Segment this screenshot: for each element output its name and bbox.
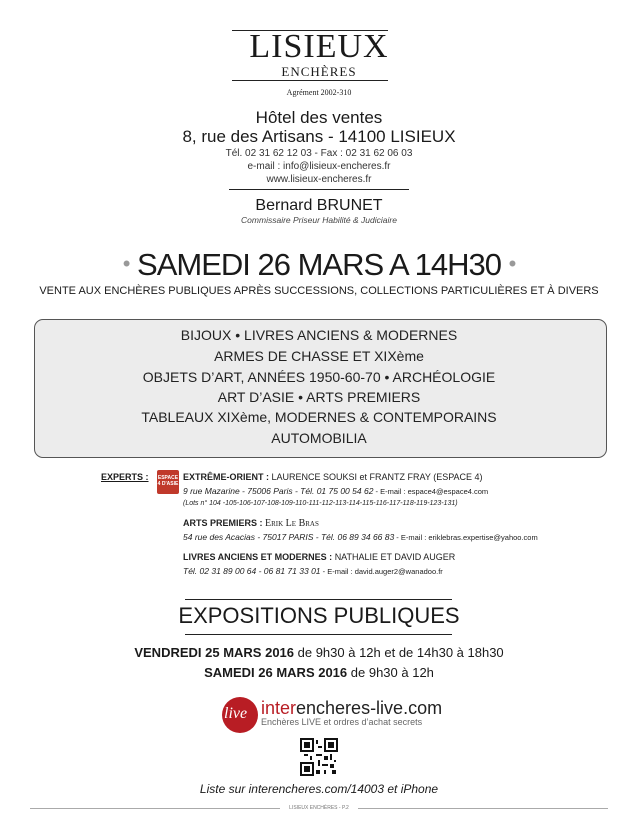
expositions-title: EXPOSITIONS PUBLIQUES <box>178 603 460 628</box>
divider <box>229 189 409 190</box>
agrement: Agrément 2002-310 <box>286 88 352 97</box>
espace4-logo: ESPACE 4 D'ASIE <box>157 470 179 494</box>
auctioneer-name: Bernard BRUNET <box>255 197 383 214</box>
expert2-line: ARTS PREMIERS : Erik Le Bras <box>183 518 319 529</box>
logo-subtitle: ENCHÈRES <box>281 64 357 79</box>
expo-date-2: SAMEDI 26 MARS 2016 de 9h30 à 12h <box>204 665 434 680</box>
bullet-right: • <box>508 251 516 276</box>
category-line: BIJOUX • LIVRES ANCIENS & MODERNES <box>180 327 458 343</box>
sale-description: VENTE AUX ENCHÈRES PUBLIQUES APRÈS SUCCESSIONS, COLLECTIONS PARTICULIÈRES ET À DIVERS <box>39 285 599 297</box>
expert3-line: LIVRES ANCIENS ET MODERNES : NATHALIE ET DAVID AUGER <box>183 552 456 562</box>
expert1-line: EXTRÊME-ORIENT : LAURENCE SOUKSI et FRANTZ FRAY (ESPACE 4) <box>183 472 483 482</box>
qr-code-icon[interactable] <box>300 738 338 776</box>
expert2-contact: 54 rue des Acacias - 75017 PARIS - Tél. 06 89 34 66 83 - E-mail : eriklebras.expertise@yahoo.com <box>183 532 538 542</box>
expo-date-1: VENDREDI 25 MARS 2016 de 9h30 à 12h et de 14h30 à 18h30 <box>134 645 504 660</box>
footer-rule-right <box>358 808 608 809</box>
live-site[interactable]: interencheres-live.com <box>261 698 443 718</box>
category-line: ART D’ASIE • ARTS PREMIERS <box>217 389 421 405</box>
category-line: OBJETS D’ART, ANNÉES 1950-60-70 • ARCHÉOLOGIE <box>142 369 496 385</box>
live-logo-text: live <box>224 705 248 722</box>
expo-top-rule <box>185 599 452 600</box>
hotel-address: 8, rue des Artisans - 14100 LISIEUX <box>182 127 456 146</box>
live-tagline: Enchères LIVE et ordres d’achat secrets <box>261 717 423 727</box>
category-line: ARMES DE CHASSE ET XIXème <box>214 348 424 364</box>
listing-link[interactable]: Liste sur interencheres.com/14003 et iPhone <box>199 782 439 796</box>
hotel-name: Hôtel des ventes <box>255 108 383 127</box>
expert1-lots: (Lots n° 104 -105-106-107-108-109-110-111-112-113-114-115-116-117-118-119-123-131) <box>183 500 458 507</box>
expert1-contact: 9 rue Mazarine - 75006 Paris - Tél. 01 75 00 54 62 - E-mail : espace4@espace4.com <box>183 486 489 496</box>
hotel-email: e-mail : info@lisieux-encheres.fr <box>247 161 391 172</box>
hotel-phone: Tél. 02 31 62 12 03 - Fax : 02 31 62 06 03 <box>225 148 413 159</box>
logo-bottom-rule <box>232 80 388 81</box>
expo-bottom-rule <box>185 634 452 635</box>
category-line: AUTOMOBILIA <box>271 430 367 446</box>
experts-label: EXPERTS : <box>101 472 149 482</box>
bullet-left: • <box>122 251 130 276</box>
auctioneer-role: Commissaire Priseur Habilité & Judiciaire <box>241 215 397 225</box>
logo-title: LISIEUX <box>249 28 389 65</box>
hotel-web: www.lisieux-encheres.fr <box>266 174 372 185</box>
sale-date-line <box>0 247 638 283</box>
footer-text: LISIEUX ENCHÈRES - P.2 <box>289 805 349 811</box>
category-line: TABLEAUX XIXème, MODERNES & CONTEMPORAINS <box>141 409 497 425</box>
expert3-contact: Tél. 02 31 89 00 64 - 06 81 71 33 01 - E-mail : david.auger2@wanadoo.fr <box>183 566 443 576</box>
sale-date: SAMEDI 26 MARS A 14H30 <box>137 247 501 282</box>
